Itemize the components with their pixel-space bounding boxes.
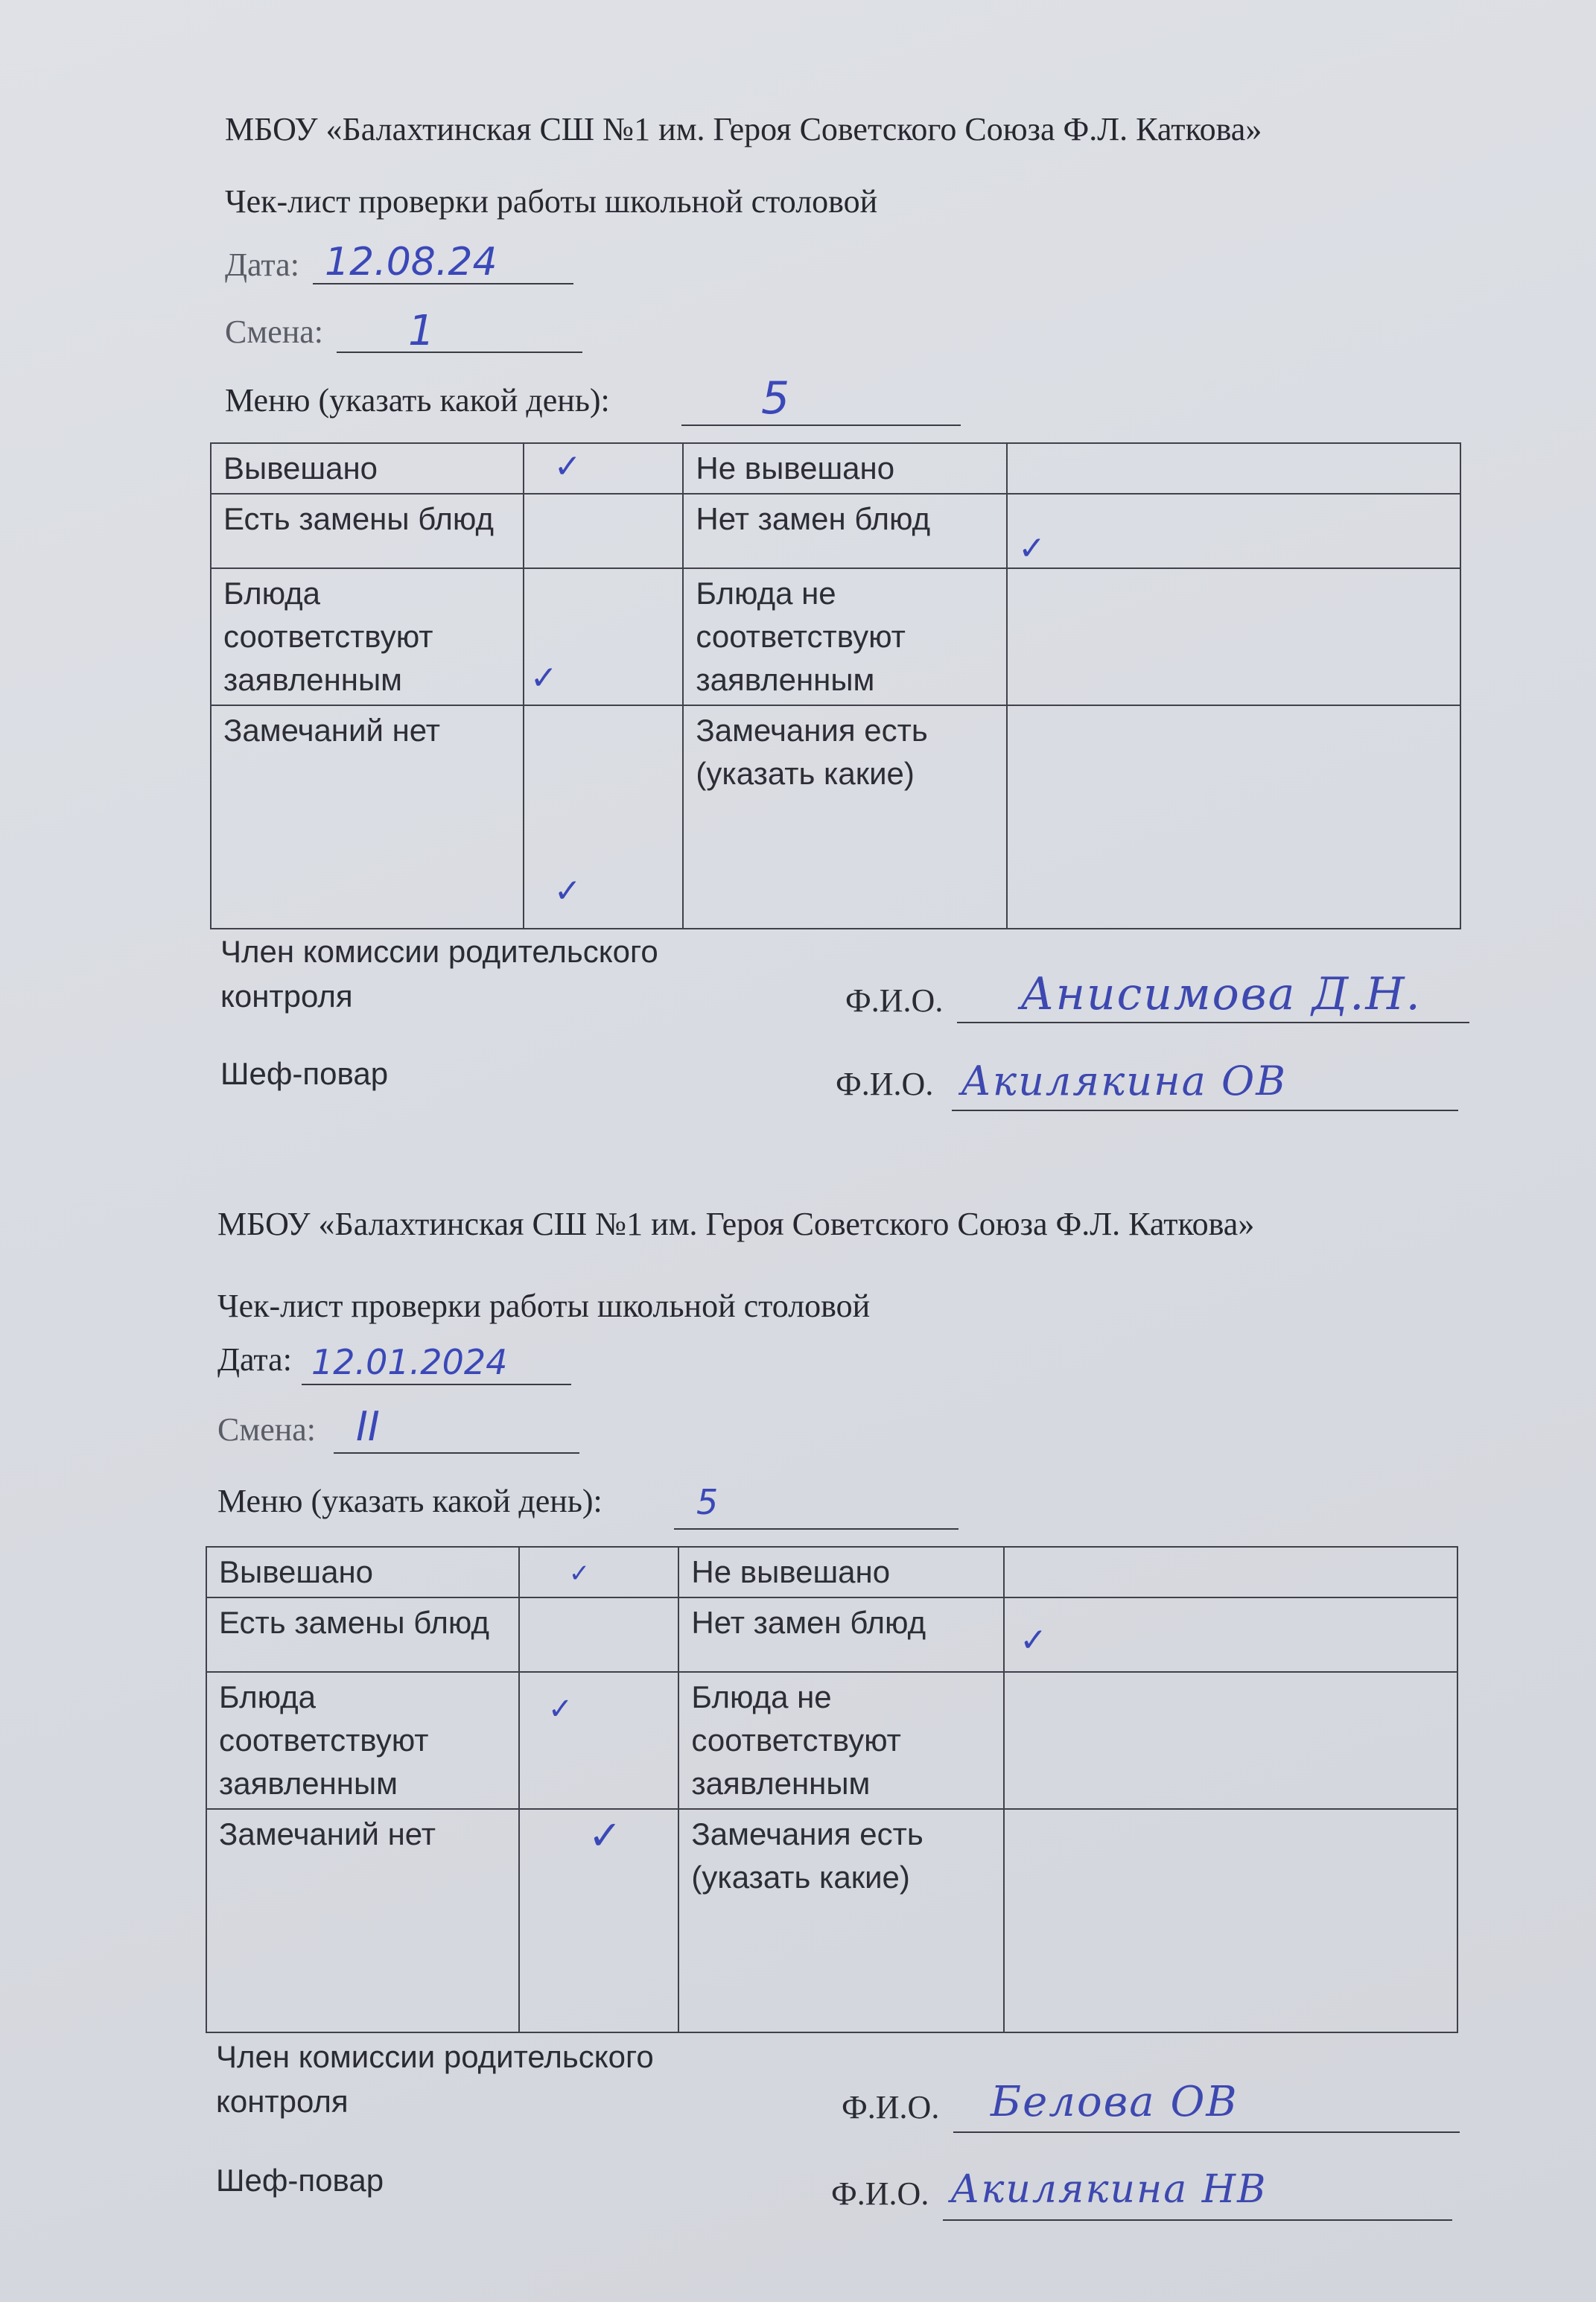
cell-check-no-replacements[interactable]: [1004, 1597, 1457, 1672]
cell-remarks-text[interactable]: [1007, 705, 1460, 929]
menu-underline: [674, 1528, 958, 1530]
cell-label-remarks: Замечания есть (указать какие): [678, 1809, 1004, 2032]
member-label: Член комиссии родительского контроля: [220, 934, 658, 1014]
cell-label-dishes-match: Блюда соответствуют заявленным: [206, 1672, 519, 1809]
date-underline: [302, 1384, 571, 1385]
school-name: МБОУ «Балахтинская СШ №1 им. Героя Советского Союза Ф.Л. Каткова»: [217, 1206, 1255, 1242]
cell-label-not-posted: Не вывешано: [678, 1547, 1004, 1597]
cell-check-no-replacements[interactable]: [1007, 494, 1460, 568]
checklist-table: [206, 1546, 1458, 2033]
cell-check-no-remarks[interactable]: [519, 1809, 679, 2032]
member-label: Член комиссии родительского контроля: [216, 2039, 654, 2119]
chef-label: Шеф-повар: [216, 2163, 384, 2198]
form-title: Чек-лист проверки работы школьной столовой: [217, 1288, 871, 1324]
form-title: Чек-лист проверки работы школьной столовой: [225, 183, 878, 220]
cell-remarks-text[interactable]: [1004, 1809, 1457, 2032]
check-mark: ✓: [1020, 1621, 1048, 1659]
chef-fio-underline: [943, 2219, 1452, 2221]
check-mark: ✓: [1018, 530, 1046, 567]
cell-check-replacements[interactable]: [519, 1597, 679, 1672]
member-fio-label: Ф.И.О.: [842, 2089, 940, 2125]
cell-check-not-posted[interactable]: [1004, 1547, 1457, 1597]
menu-label: Меню (указать какой день):: [217, 1483, 603, 1519]
menu-value[interactable]: 5: [696, 1482, 719, 1522]
cell-label-not-posted: Не вывешано: [683, 443, 1007, 494]
cell-label-dishes-not-match: Блюда не соответствуют заявленным: [678, 1672, 1004, 1809]
cell-label-posted: Вывешано: [211, 443, 524, 494]
cell-label-replacements: Есть замены блюд: [206, 1597, 519, 1672]
cell-label-no-replacements: Нет замен блюд: [678, 1597, 1004, 1672]
chef-label: Шеф-повар: [220, 1056, 389, 1091]
cell-check-replacements[interactable]: [524, 494, 684, 568]
shift-label: Смена:: [217, 1411, 317, 1448]
check-mark: ✓: [547, 1692, 573, 1726]
date-value[interactable]: 12.08.24: [325, 240, 497, 284]
checklist-table: [210, 442, 1461, 929]
check-mark: ✓: [588, 1812, 623, 1859]
member-signature: Белова ОВ: [991, 2078, 1239, 2126]
shift-underline: [334, 1452, 579, 1454]
shift-value[interactable]: II: [356, 1403, 380, 1450]
menu-label: Меню (указать какой день):: [225, 382, 610, 419]
chef-fio-underline: [952, 1110, 1458, 1111]
cell-label-no-remarks: Замечаний нет: [206, 1809, 519, 2032]
cell-label-no-remarks: Замечаний нет: [211, 705, 524, 929]
date-label: Дата:: [225, 247, 299, 283]
shift-value[interactable]: 1: [408, 307, 435, 355]
cell-check-not-posted[interactable]: [1007, 443, 1460, 494]
cell-label-dishes-not-match: Блюда не соответствуют заявленным: [683, 568, 1007, 705]
member-signature: Анисимова Д.Н.: [1020, 968, 1422, 1020]
cell-check-no-remarks[interactable]: [524, 705, 684, 929]
cell-check-dishes-not-match[interactable]: [1007, 568, 1460, 705]
date-label: Дата:: [217, 1341, 292, 1378]
check-mark: ✓: [568, 1559, 591, 1589]
member-fio-label: Ф.И.О.: [845, 982, 944, 1019]
cell-check-dishes-not-match[interactable]: [1004, 1672, 1457, 1809]
cell-check-dishes-match[interactable]: [524, 568, 684, 705]
member-fio-underline: [953, 2131, 1460, 2133]
cell-label-dishes-match: Блюда соответствуют заявленным: [211, 568, 524, 705]
cell-label-no-replacements: Нет замен блюд: [683, 494, 1007, 568]
menu-value[interactable]: 5: [761, 372, 790, 425]
cell-check-posted[interactable]: [524, 443, 684, 494]
chef-signature: Акилякина НВ: [950, 2167, 1268, 2212]
menu-underline: [681, 425, 961, 426]
date-value[interactable]: 12.01.2024: [311, 1342, 508, 1382]
check-mark: ✓: [530, 659, 558, 697]
cell-label-remarks: Замечания есть (указать какие): [683, 705, 1007, 929]
cell-label-replacements: Есть замены блюд: [211, 494, 524, 568]
shift-underline: [337, 352, 582, 353]
check-mark: ✓: [553, 448, 582, 486]
shift-label: Смена:: [225, 314, 324, 350]
chef-fio-label: Ф.И.О.: [831, 2175, 929, 2212]
chef-signature: Акилякина ОВ: [961, 1058, 1287, 1104]
cell-check-dishes-match[interactable]: [519, 1672, 679, 1809]
member-fio-underline: [957, 1022, 1469, 1023]
cell-check-posted[interactable]: [519, 1547, 679, 1597]
cell-label-posted: Вывешано: [206, 1547, 519, 1597]
check-mark: ✓: [553, 872, 582, 910]
chef-fio-label: Ф.И.О.: [836, 1066, 934, 1102]
school-name: МБОУ «Балахтинская СШ №1 им. Героя Советского Союза Ф.Л. Каткова»: [225, 111, 1262, 147]
